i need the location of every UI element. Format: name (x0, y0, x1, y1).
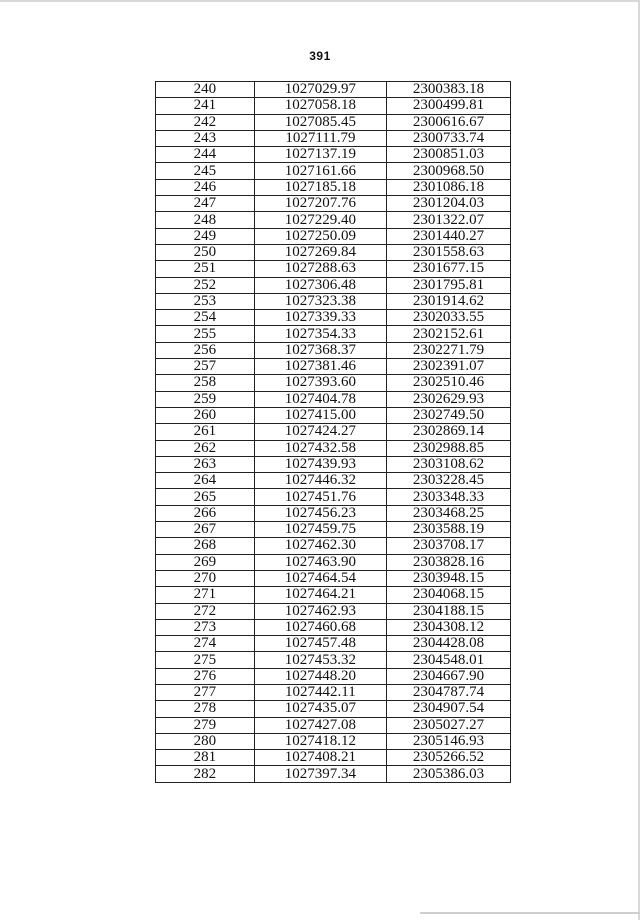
y-coordinate-cell: 2304308.12 (386, 619, 510, 635)
y-coordinate-cell: 2302152.61 (386, 326, 510, 342)
point-number-cell: 256 (156, 342, 255, 358)
x-coordinate-cell: 1027137.19 (254, 147, 386, 163)
point-number-cell: 273 (156, 619, 255, 635)
point-number-cell: 260 (156, 407, 255, 423)
point-number-cell: 252 (156, 277, 255, 293)
y-coordinate-cell: 2303228.45 (386, 473, 510, 489)
point-number-cell: 281 (156, 750, 255, 766)
table-row (156, 342, 511, 358)
point-number-cell: 269 (156, 554, 255, 570)
point-number-cell: 264 (156, 473, 255, 489)
x-coordinate-cell: 1027442.11 (254, 684, 386, 700)
y-coordinate-cell: 2304907.54 (386, 701, 510, 717)
x-coordinate-cell: 1027368.37 (254, 342, 386, 358)
x-coordinate-cell: 1027462.93 (254, 603, 386, 619)
table-row (156, 668, 511, 684)
x-coordinate-cell: 1027381.46 (254, 359, 386, 375)
y-coordinate-cell: 2303708.17 (386, 538, 510, 554)
y-coordinate-cell: 2301914.62 (386, 293, 510, 309)
scan-edge-top (0, 0, 640, 2)
x-coordinate-cell: 1027397.34 (254, 766, 386, 782)
x-coordinate-cell: 1027460.68 (254, 619, 386, 635)
point-number-cell: 266 (156, 505, 255, 521)
point-number-cell: 259 (156, 391, 255, 407)
y-coordinate-cell: 2300616.67 (386, 114, 510, 130)
y-coordinate-cell: 2305266.52 (386, 750, 510, 766)
x-coordinate-cell: 1027415.00 (254, 407, 386, 423)
point-number-cell: 255 (156, 326, 255, 342)
y-coordinate-cell: 2303348.33 (386, 489, 510, 505)
point-number-cell: 274 (156, 636, 255, 652)
x-coordinate-cell: 1027229.40 (254, 212, 386, 228)
y-coordinate-cell: 2301086.18 (386, 179, 510, 195)
table-row (156, 636, 511, 652)
x-coordinate-cell: 1027404.78 (254, 391, 386, 407)
x-coordinate-cell: 1027085.45 (254, 114, 386, 130)
y-coordinate-cell: 2302749.50 (386, 407, 510, 423)
table-row (156, 261, 511, 277)
x-coordinate-cell: 1027435.07 (254, 701, 386, 717)
point-number-cell: 263 (156, 456, 255, 472)
y-coordinate-cell: 2303588.19 (386, 522, 510, 538)
y-coordinate-cell: 2304667.90 (386, 668, 510, 684)
table-row (156, 505, 511, 521)
y-coordinate-cell: 2301204.03 (386, 196, 510, 212)
x-coordinate-cell: 1027463.90 (254, 554, 386, 570)
point-number-cell: 270 (156, 570, 255, 586)
x-coordinate-cell: 1027448.20 (254, 668, 386, 684)
x-coordinate-cell: 1027269.84 (254, 244, 386, 260)
y-coordinate-cell: 2302271.79 (386, 342, 510, 358)
table-row (156, 98, 511, 114)
x-coordinate-cell: 1027288.63 (254, 261, 386, 277)
table-row (156, 82, 511, 98)
x-coordinate-cell: 1027464.21 (254, 587, 386, 603)
table-row (156, 228, 511, 244)
x-coordinate-cell: 1027464.54 (254, 570, 386, 586)
table-row (156, 456, 511, 472)
table-row (156, 196, 511, 212)
table-row (156, 114, 511, 130)
point-number-cell: 244 (156, 147, 255, 163)
table-row (156, 750, 511, 766)
x-coordinate-cell: 1027339.33 (254, 310, 386, 326)
table-row (156, 717, 511, 733)
point-number-cell: 277 (156, 684, 255, 700)
x-coordinate-cell: 1027462.30 (254, 538, 386, 554)
y-coordinate-cell: 2301440.27 (386, 228, 510, 244)
x-coordinate-cell: 1027439.93 (254, 456, 386, 472)
y-coordinate-cell: 2300733.74 (386, 130, 510, 146)
table-row (156, 587, 511, 603)
table-row (156, 766, 511, 782)
coordinate-table (155, 81, 511, 783)
point-number-cell: 268 (156, 538, 255, 554)
table-row (156, 391, 511, 407)
y-coordinate-cell: 2302391.07 (386, 359, 510, 375)
y-coordinate-cell: 2303948.15 (386, 570, 510, 586)
x-coordinate-cell: 1027185.18 (254, 179, 386, 195)
point-number-cell: 253 (156, 293, 255, 309)
y-coordinate-cell: 2303468.25 (386, 505, 510, 521)
point-number-cell: 267 (156, 522, 255, 538)
table-row (156, 375, 511, 391)
x-coordinate-cell: 1027323.38 (254, 293, 386, 309)
point-number-cell: 246 (156, 179, 255, 195)
y-coordinate-cell: 2305386.03 (386, 766, 510, 782)
y-coordinate-cell: 2300383.18 (386, 82, 510, 98)
table-row (156, 554, 511, 570)
point-number-cell: 254 (156, 310, 255, 326)
y-coordinate-cell: 2301558.63 (386, 244, 510, 260)
table-row (156, 701, 511, 717)
y-coordinate-cell: 2302033.55 (386, 310, 510, 326)
point-number-cell: 248 (156, 212, 255, 228)
table-row (156, 684, 511, 700)
table-row (156, 310, 511, 326)
x-coordinate-cell: 1027161.66 (254, 163, 386, 179)
point-number-cell: 275 (156, 652, 255, 668)
y-coordinate-cell: 2304548.01 (386, 652, 510, 668)
table-row (156, 359, 511, 375)
point-number-cell: 272 (156, 603, 255, 619)
y-coordinate-cell: 2304068.15 (386, 587, 510, 603)
x-coordinate-cell: 1027432.58 (254, 440, 386, 456)
x-coordinate-cell: 1027408.21 (254, 750, 386, 766)
y-coordinate-cell: 2300968.50 (386, 163, 510, 179)
x-coordinate-cell: 1027029.97 (254, 82, 386, 98)
table-row (156, 652, 511, 668)
y-coordinate-cell: 2305027.27 (386, 717, 510, 733)
x-coordinate-cell: 1027111.79 (254, 130, 386, 146)
point-number-cell: 241 (156, 98, 255, 114)
y-coordinate-cell: 2303828.16 (386, 554, 510, 570)
point-number-cell: 251 (156, 261, 255, 277)
y-coordinate-cell: 2304188.15 (386, 603, 510, 619)
y-coordinate-cell: 2301322.07 (386, 212, 510, 228)
x-coordinate-cell: 1027456.23 (254, 505, 386, 521)
y-coordinate-cell: 2304787.74 (386, 684, 510, 700)
table-row (156, 130, 511, 146)
point-number-cell: 276 (156, 668, 255, 684)
table-row (156, 489, 511, 505)
x-coordinate-cell: 1027393.60 (254, 375, 386, 391)
table-row (156, 424, 511, 440)
x-coordinate-cell: 1027250.09 (254, 228, 386, 244)
table-row (156, 619, 511, 635)
table-row (156, 407, 511, 423)
y-coordinate-cell: 2302510.46 (386, 375, 510, 391)
x-coordinate-cell: 1027457.48 (254, 636, 386, 652)
point-number-cell: 271 (156, 587, 255, 603)
point-number-cell: 240 (156, 82, 255, 98)
y-coordinate-cell: 2302629.93 (386, 391, 510, 407)
point-number-cell: 279 (156, 717, 255, 733)
table-row (156, 538, 511, 554)
table-row (156, 293, 511, 309)
point-number-cell: 258 (156, 375, 255, 391)
table-row (156, 244, 511, 260)
point-number-cell: 257 (156, 359, 255, 375)
x-coordinate-cell: 1027427.08 (254, 717, 386, 733)
table-row (156, 733, 511, 749)
x-coordinate-cell: 1027453.32 (254, 652, 386, 668)
y-coordinate-cell: 2301677.15 (386, 261, 510, 277)
x-coordinate-cell: 1027424.27 (254, 424, 386, 440)
table-row (156, 326, 511, 342)
x-coordinate-cell: 1027446.32 (254, 473, 386, 489)
point-number-cell: 280 (156, 733, 255, 749)
y-coordinate-cell: 2305146.93 (386, 733, 510, 749)
x-coordinate-cell: 1027058.18 (254, 98, 386, 114)
point-number-cell: 245 (156, 163, 255, 179)
table-row (156, 277, 511, 293)
table-row (156, 522, 511, 538)
y-coordinate-cell: 2301795.81 (386, 277, 510, 293)
table-row (156, 163, 511, 179)
point-number-cell: 262 (156, 440, 255, 456)
table-row (156, 212, 511, 228)
table-row (156, 147, 511, 163)
coordinate-table-body (156, 82, 511, 783)
point-number-cell: 278 (156, 701, 255, 717)
point-number-cell: 250 (156, 244, 255, 260)
y-coordinate-cell: 2304428.08 (386, 636, 510, 652)
y-coordinate-cell: 2303108.62 (386, 456, 510, 472)
table-row (156, 570, 511, 586)
point-number-cell: 265 (156, 489, 255, 505)
x-coordinate-cell: 1027451.76 (254, 489, 386, 505)
y-coordinate-cell: 2300851.03 (386, 147, 510, 163)
point-number-cell: 242 (156, 114, 255, 130)
point-number-cell: 282 (156, 766, 255, 782)
table-row (156, 603, 511, 619)
x-coordinate-cell: 1027207.76 (254, 196, 386, 212)
point-number-cell: 261 (156, 424, 255, 440)
y-coordinate-cell: 2302988.85 (386, 440, 510, 456)
x-coordinate-cell: 1027354.33 (254, 326, 386, 342)
point-number-cell: 249 (156, 228, 255, 244)
point-number-cell: 247 (156, 196, 255, 212)
x-coordinate-cell: 1027418.12 (254, 733, 386, 749)
x-coordinate-cell: 1027306.48 (254, 277, 386, 293)
table-row (156, 473, 511, 489)
x-coordinate-cell: 1027459.75 (254, 522, 386, 538)
y-coordinate-cell: 2300499.81 (386, 98, 510, 114)
y-coordinate-cell: 2302869.14 (386, 424, 510, 440)
table-row (156, 179, 511, 195)
table-row (156, 440, 511, 456)
scan-edge-bottom (420, 912, 640, 914)
page-number: 391 (309, 49, 331, 63)
point-number-cell: 243 (156, 130, 255, 146)
